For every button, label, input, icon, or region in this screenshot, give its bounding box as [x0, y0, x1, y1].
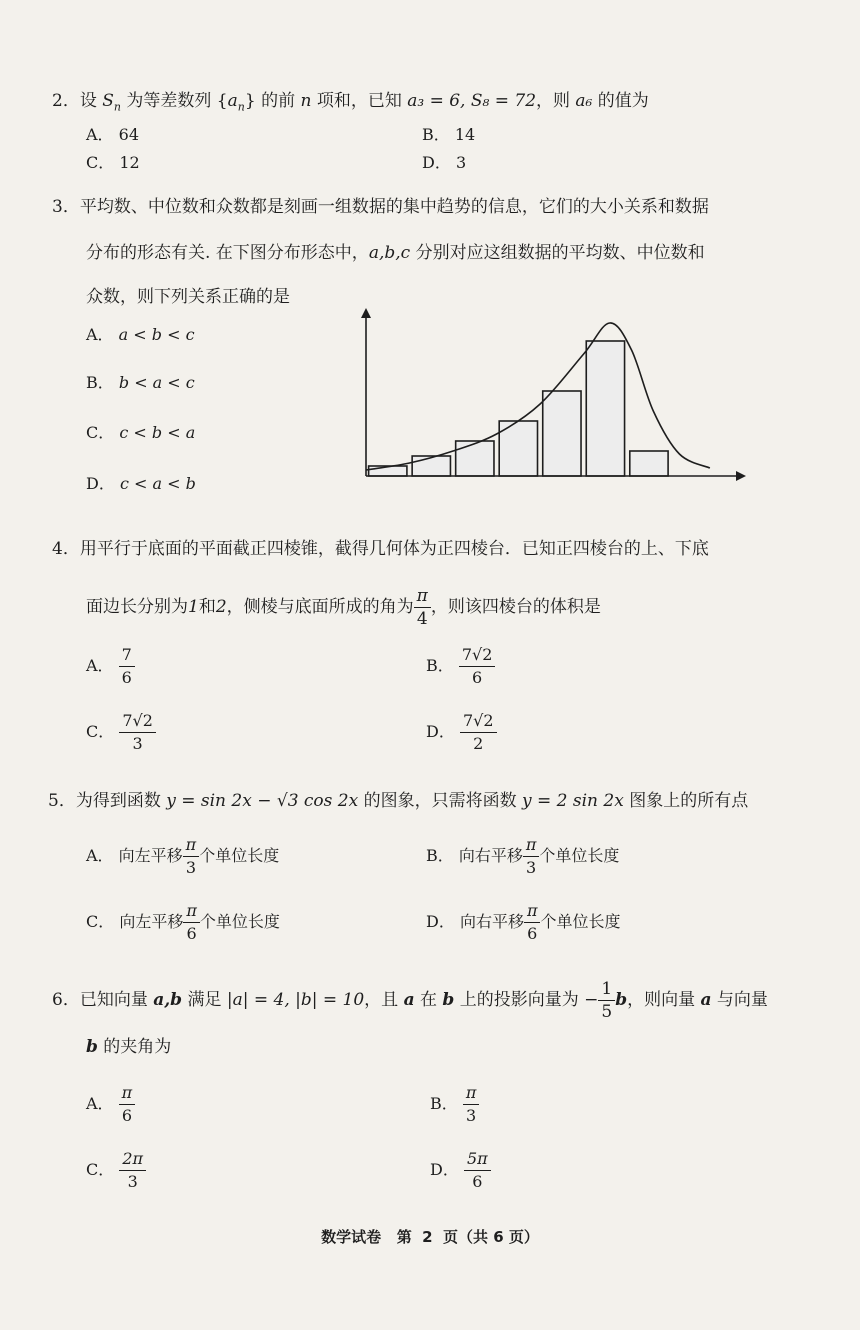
- question-6-line-1: 6．已知向量 a,b 满足 |a| = 4, |b| = 10，且 a 在 b 上的投影向量为 − $\frac{1}{5}$ b，则向量 a 与向量: [52, 979, 768, 1022]
- question-5-option-b: B． 向右平移 $\frac{\pi}{3}$ 个单位长度: [426, 835, 620, 877]
- question-4-option-d: D． $\frac{7√2}{2}$: [426, 710, 497, 755]
- question-3-option-c: C． c < b < a: [86, 423, 196, 442]
- question-2-option-d: D． 3: [422, 153, 467, 172]
- question-2-option-c: C． 12: [86, 153, 140, 172]
- question-6-option-a: A． $\frac{\pi}{6}$: [86, 1082, 135, 1127]
- question-3-line-1: 3．平均数、中位数和众数都是刻画一组数据的集中趋势的信息，它们的大小关系和数据: [52, 197, 709, 217]
- histogram-bar-2: [412, 456, 450, 476]
- histogram-bar-6: [586, 341, 624, 476]
- question-3-line-2: 分布的形态有关. 在下图分布形态中，a,b,c 分别对应这组数据的平均数、中位数和: [86, 243, 705, 263]
- question-3-option-b: B． b < a < c: [86, 373, 195, 392]
- question-6-option-b: B． $\frac{\pi}{3}$: [430, 1082, 479, 1127]
- question-3-line-3: 众数，则下列关系正确的是: [86, 287, 290, 307]
- histogram-bar-5: [543, 391, 581, 476]
- projection-fraction: $\frac{1}{5}$: [598, 978, 615, 1023]
- question-4-option-a: A． $\frac{7}{6}$: [86, 644, 135, 689]
- angle-fraction: $\frac{\pi}{4}$: [414, 585, 431, 630]
- question-6-line-2: b 的夹角为: [86, 1037, 172, 1057]
- question-2-option-b: B． 14: [422, 125, 476, 144]
- page-footer: 数学试卷 第 2 页（共 6 页）: [321, 1228, 539, 1246]
- question-4-option-c: C． $\frac{7√2}{3}$: [86, 710, 156, 755]
- histogram-bar-3: [456, 441, 494, 476]
- question-4-option-b: B． $\frac{7√2}{6}$: [426, 644, 495, 689]
- question-4-line-1: 4．用平行于底面的平面截正四棱锥，截得几何体为正四棱台．已知正四棱台的上、下底: [52, 539, 709, 559]
- question-5-stem: 5．为得到函数 y = sin 2x − √3 cos 2x 的图象，只需将函数 y = 2 sin 2x 图象上的所有点: [48, 791, 749, 811]
- question-2-stem: 2．设 $S_n$ 为等差数列 $\{a_n\}$ 的前 n 项和，已知 a₃ = 6, S₈ = 72，则 a₆ 的值为: [52, 91, 649, 114]
- question-4-line-2: 面边长分别为1和2，侧棱与底面所成的角为 $\frac{\pi}{4}$ ，则该四棱台的体积是: [86, 586, 601, 629]
- distribution-chart-svg: [350, 304, 750, 490]
- question-5-option-d: D． 向右平移 $\frac{\pi}{6}$ 个单位长度: [426, 901, 621, 943]
- question-5-option-c: C． 向左平移 $\frac{\pi}{6}$ 个单位长度: [86, 901, 280, 943]
- question-3-option-a: A． a < b < c: [86, 325, 195, 344]
- question-2-option-a: A． 64: [86, 125, 140, 144]
- question-6-option-d: D． $\frac{5\pi}{6}$: [430, 1148, 491, 1193]
- question-6-option-c: C． $\frac{2\pi}{3}$: [86, 1148, 146, 1193]
- histogram-bar-7: [630, 451, 668, 476]
- question-5-option-a: A． 向左平移 $\frac{\pi}{3}$ 个单位长度: [86, 835, 280, 877]
- distribution-chart: [350, 304, 750, 490]
- question-3-option-d: D． c < a < b: [86, 474, 196, 493]
